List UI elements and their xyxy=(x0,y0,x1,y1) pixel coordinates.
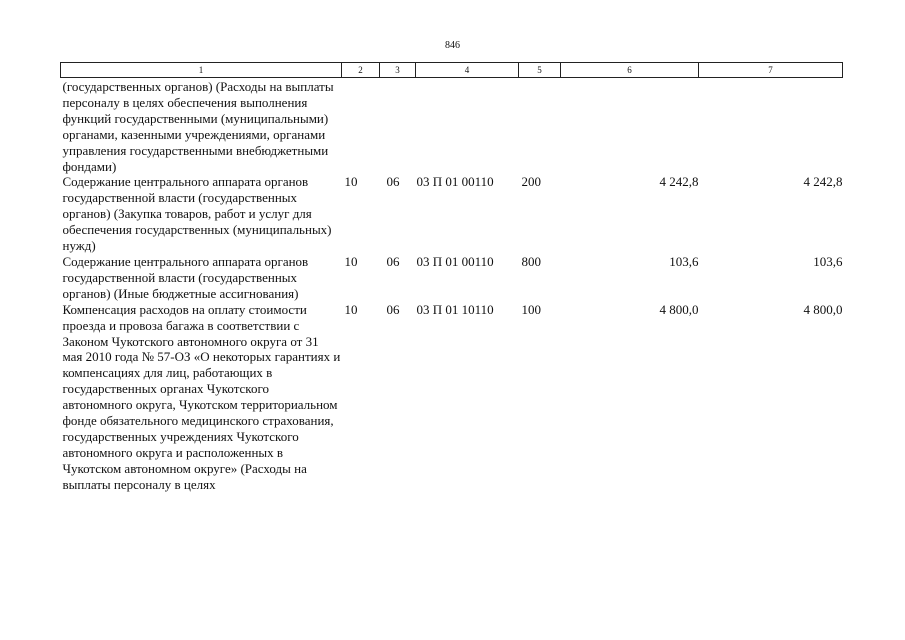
row-name: (государственных органов) (Расходы на выплаты персоналу в целях обеспечения выполнения функций государственными (муниципальными) органами, казенными учреждениями, органами управления государственными внебюджетными фондами) xyxy=(62,79,334,174)
row-expense-type: 800 xyxy=(521,253,541,269)
row-expense-type: 100 xyxy=(521,301,541,317)
row-section xyxy=(342,78,380,175)
column-header-5: 5 xyxy=(519,63,561,78)
column-header-7: 7 xyxy=(699,63,843,78)
row-name: Содержание центрального аппарата органов государственной власти (государственных органов) (Иные бюджетные ассигнования) xyxy=(62,253,309,301)
row-name: Компенсация расходов на оплату стоимости проезда и провоза багажа в соответствии с Законом Чукотского автономного округа от 31 мая 2010 года № 57-ОЗ «О некоторых гарантиях и компенсациях для лиц, работающих в государственных органах Чукотского автономного округа, Чукотском территориальном фонде обязательного медицинского страхования, государственных учреждениях Чукотского автономного округа и расположенных в Чукотском автономном округе» (Расходы на выплаты персоналу в целях xyxy=(62,301,341,492)
row-amount-1 xyxy=(561,78,699,175)
budget-table xyxy=(60,62,843,493)
row-name: Содержание центрального аппарата органов государственной власти (государственных органов) (Закупка товаров, работ и услуг для обеспечения государственных (муниципальных) нужд) xyxy=(62,174,332,254)
row-expense-type: 200 xyxy=(521,174,541,190)
row-amount-2: 4 800,0 xyxy=(803,301,843,317)
row-section: 10 xyxy=(344,174,358,190)
row-amount-1: 4 242,8 xyxy=(659,174,699,190)
row-subsection: 06 xyxy=(386,174,400,190)
row-target-article xyxy=(416,78,519,175)
row-subsection xyxy=(380,78,416,175)
row-amount-1: 103,6 xyxy=(669,253,699,269)
column-header-4: 4 xyxy=(416,63,519,78)
row-section: 10 xyxy=(344,301,358,317)
row-subsection: 06 xyxy=(386,253,400,269)
page-number: 846 xyxy=(445,40,460,51)
row-amount-2: 103,6 xyxy=(813,253,843,269)
column-header-3: 3 xyxy=(380,63,416,78)
row-section: 10 xyxy=(344,253,358,269)
row-target-article: 03 П 01 00110 xyxy=(416,174,494,190)
row-amount-2: 4 242,8 xyxy=(803,174,843,190)
row-amount-1: 4 800,0 xyxy=(659,301,699,317)
column-header-1: 1 xyxy=(61,63,342,78)
row-target-article: 03 П 01 10110 xyxy=(416,301,494,317)
table-row xyxy=(61,78,843,175)
table-row xyxy=(61,174,843,254)
table-header-row xyxy=(61,63,843,78)
table-row xyxy=(61,302,843,493)
table-row xyxy=(61,254,843,302)
column-header-6: 6 xyxy=(561,63,699,78)
row-target-article: 03 П 01 00110 xyxy=(416,253,494,269)
row-subsection: 06 xyxy=(386,301,400,317)
row-amount-2 xyxy=(699,78,843,175)
row-expense-type xyxy=(519,78,561,175)
column-header-2: 2 xyxy=(342,63,380,78)
